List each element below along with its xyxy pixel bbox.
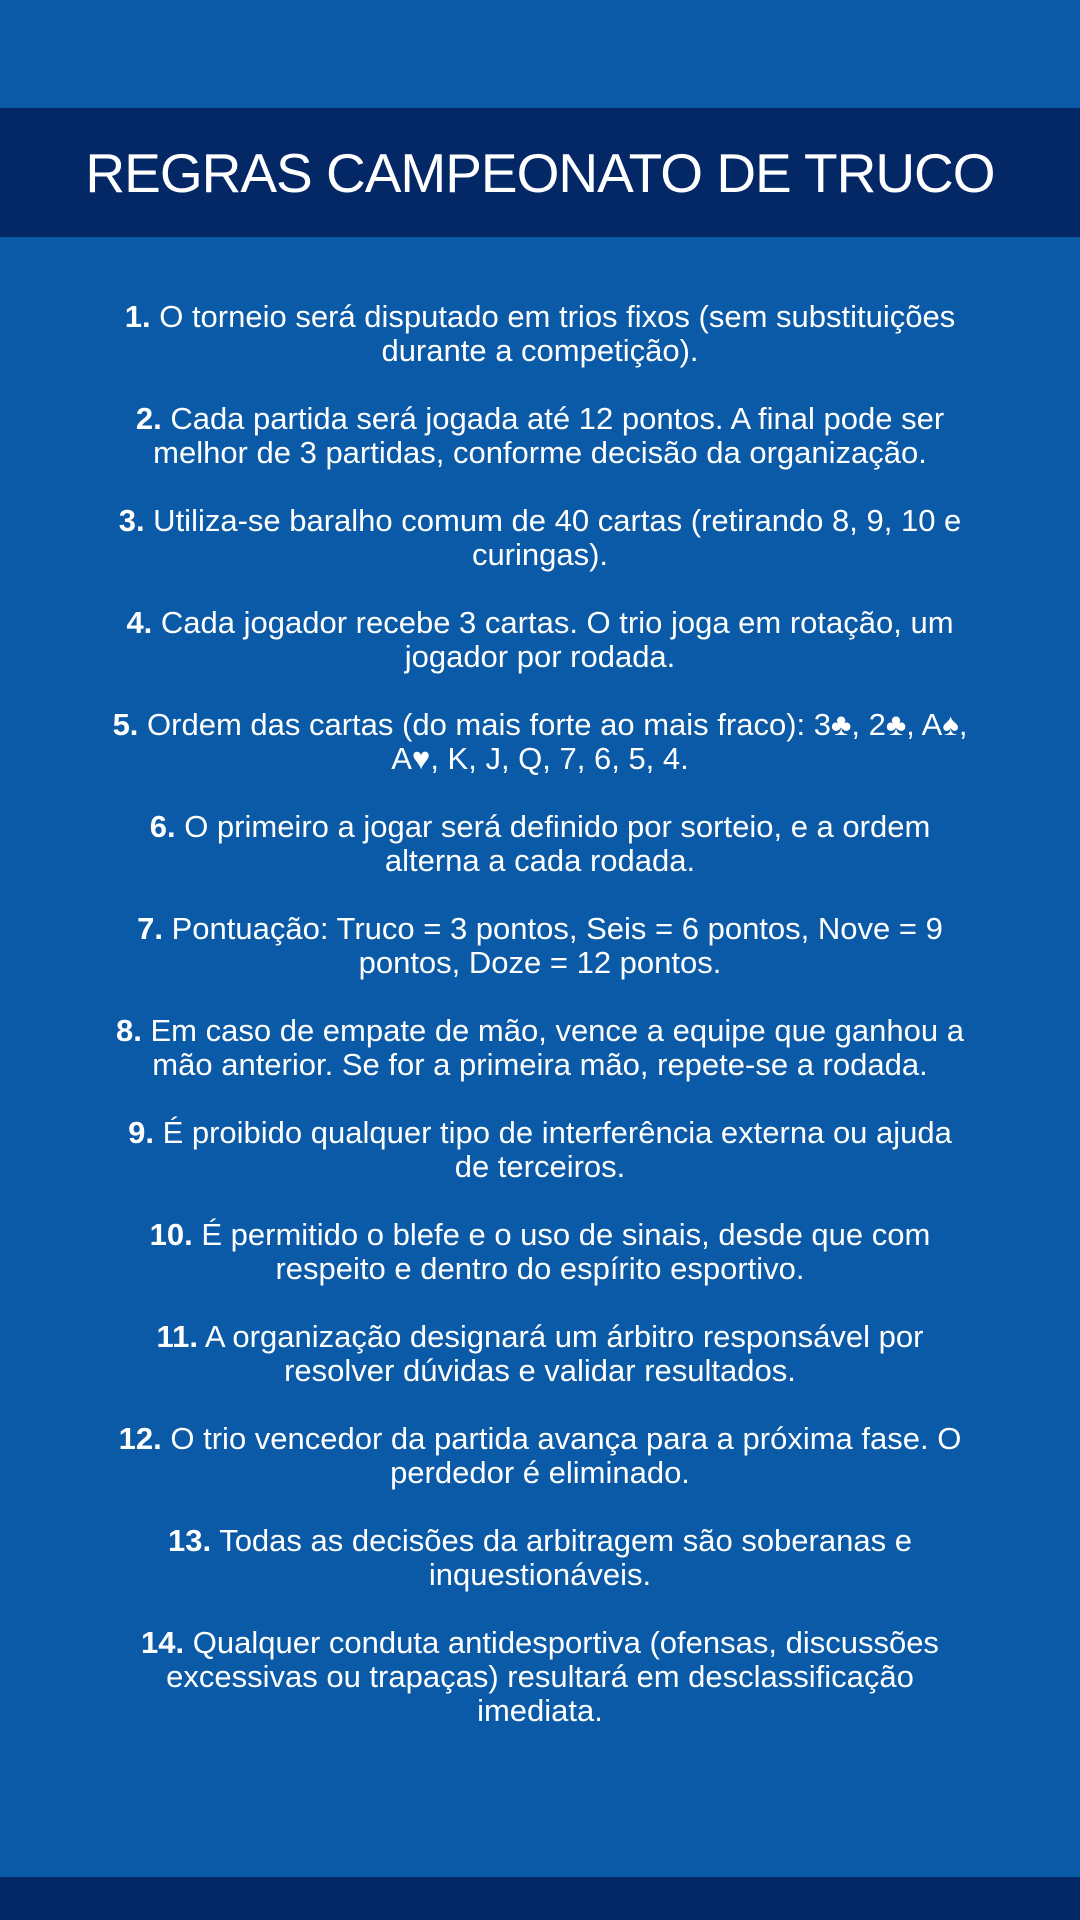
rule-text: Cada jogador recebe 3 cartas. O trio joga em rotação, um jogador por rodada.	[152, 605, 954, 674]
rule-text: É proibido qualquer tipo de interferência externa ou ajuda de terceiros.	[153, 1115, 952, 1184]
rule-text: Qualquer conduta antidesportiva (ofensas, discussões excessivas ou trapaças) resultará em desclassificação imediata.	[166, 1625, 939, 1728]
rule-item	[110, 1116, 970, 1184]
rule-text: Todas as decisões da arbitragem são soberanas e inquestionáveis.	[211, 1523, 912, 1592]
rule-item	[110, 810, 970, 878]
rule-text: Utiliza-se baralho comum de 40 cartas (retirando 8, 9, 10 e curingas).	[144, 503, 962, 572]
rule-number: 2.	[135, 401, 162, 436]
rule-text: Ordem das cartas (do mais forte ao mais fraco): 3♣, 2♣, A♠, A♥, K, J, Q, 7, 6, 5, 4.	[138, 707, 968, 776]
rule-number: 13.	[168, 1523, 212, 1558]
rule-item	[110, 1014, 970, 1082]
rule-number: 8.	[116, 1013, 142, 1048]
rule-item	[110, 1524, 970, 1592]
page-title: REGRAS CAMPEONATO DE TRUCO	[85, 141, 995, 204]
rule-item	[110, 912, 970, 980]
rules-list	[110, 300, 970, 1762]
rule-text: O primeiro a jogar será definido por sorteio, e a ordem alterna a cada rodada.	[175, 809, 931, 878]
rule-text: Cada partida será jogada até 12 pontos. A final pode ser melhor de 3 partidas, conforme decisão da organização.	[153, 401, 945, 470]
rule-item	[110, 300, 970, 368]
rule-number: 9.	[128, 1115, 154, 1150]
rule-item	[110, 606, 970, 674]
rule-item	[110, 708, 970, 776]
rule-number: 1.	[124, 299, 151, 334]
rule-number: 14.	[141, 1625, 185, 1660]
rule-item	[110, 1218, 970, 1286]
rule-item	[110, 1320, 970, 1388]
rule-item	[110, 504, 970, 572]
rule-item	[110, 1626, 970, 1728]
rule-text: O trio vencedor da partida avança para a próxima fase. O perdedor é eliminado.	[161, 1421, 962, 1490]
rule-number: 5.	[112, 707, 139, 742]
rule-number: 4.	[126, 605, 153, 640]
title-band	[0, 108, 1080, 237]
rule-number: 12.	[118, 1421, 162, 1456]
rule-text: Pontuação: Truco = 3 pontos, Seis = 6 pontos, Nove = 9 pontos, Doze = 12 pontos.	[163, 911, 943, 980]
rule-number: 3.	[118, 503, 145, 538]
rule-number: 6.	[149, 809, 176, 844]
rule-item	[110, 1422, 970, 1490]
rule-number: 7.	[137, 911, 164, 946]
rule-text: O torneio será disputado em trios fixos (sem substituições durante a competição).	[150, 299, 956, 368]
rule-text: A organização designará um árbitro responsável por resolver dúvidas e validar resultados.	[197, 1319, 924, 1388]
bottom-band	[0, 1877, 1080, 1920]
rule-item	[110, 402, 970, 470]
rule-number: 11.	[156, 1319, 198, 1354]
rule-text: Em caso de empate de mão, vence a equipe que ganhou a mão anterior. Se for a primeira mão, repete-se a rodada.	[141, 1013, 964, 1082]
rule-number: 10.	[149, 1217, 193, 1252]
rule-text: É permitido o blefe e o uso de sinais, desde que com respeito e dentro do espírito esportivo.	[192, 1217, 931, 1286]
